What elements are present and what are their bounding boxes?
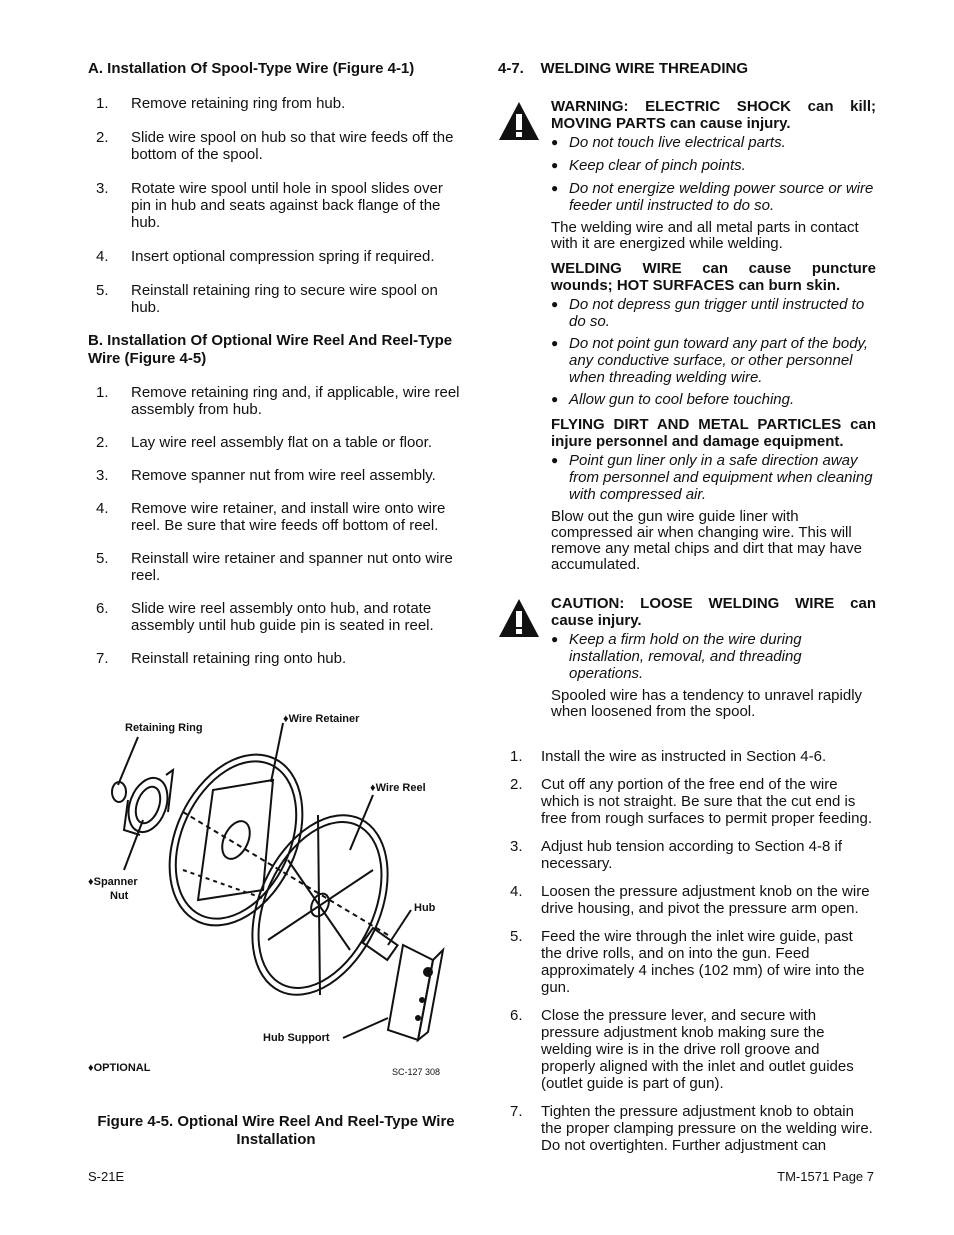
list-item — [88, 550, 464, 584]
step-number: 5. — [96, 550, 109, 567]
list-item — [88, 95, 464, 112]
figure-wire-reel — [88, 700, 458, 1090]
step-text: Slide wire spool on hub so that wire feeds off the bottom of the spool. — [131, 129, 454, 163]
dirt-bullets — [551, 452, 876, 503]
caution-bullets — [551, 631, 876, 682]
step-text: Adjust hub tension according to Section 4-8 if necessary. — [541, 838, 843, 872]
step-text: Rotate wire spool until hole in spool slides over pin in hub and seats against back flange of the hub. — [131, 180, 443, 231]
list-item — [88, 282, 464, 316]
section-4-7-heading: 4-7. WELDING WIRE THREADING — [498, 60, 749, 77]
step-number: 4. — [510, 883, 523, 900]
right-column — [498, 60, 876, 1154]
step-number: 2. — [96, 129, 109, 146]
step-number: 4. — [96, 248, 109, 265]
list-item — [498, 928, 876, 996]
label-optional: ♦OPTIONAL — [88, 1062, 151, 1074]
label-spanner: ♦Spanner — [88, 876, 138, 888]
figure-code: SC-127 308 — [392, 1067, 441, 1077]
list-item — [498, 748, 876, 765]
step-text: Lay wire reel assembly flat on a table or floor. — [131, 434, 432, 451]
paragraph: Spooled wire has a tendency to unravel rapidly when loosened from the spool. — [551, 687, 863, 720]
step-number: 1. — [96, 384, 109, 401]
footer-code: S-21E — [88, 1169, 125, 1184]
paragraph: The welding wire and all metal parts in contact with it are energized while welding. — [551, 219, 859, 252]
step-number: 1. — [96, 95, 109, 112]
list-item — [88, 500, 464, 534]
figure-caption: Figure 4-5. Optional Wire Reel And Reel-Type Wire Installation — [97, 1113, 455, 1148]
step-text: Insert optional compression spring if required. — [131, 248, 435, 265]
step-text: Remove wire retainer, and install wire onto wire reel. Be sure that wire feeds off bottom of reel. — [131, 500, 446, 534]
step-number: 7. — [96, 650, 109, 667]
warning-title: WARNING: ELECTRIC SHOCK can kill; MOVING PARTS can cause injury. — [551, 98, 876, 132]
list-item — [498, 838, 876, 872]
list-item — [498, 883, 876, 917]
step-text: Reinstall wire retainer and spanner nut onto wire reel. — [131, 550, 453, 584]
list-item: ● Do not energize welding power source or wire feeder until instructed to do so. — [551, 180, 876, 214]
list-item: ● Do not depress gun trigger until instructed to do so. — [551, 296, 876, 330]
step-text: Slide wire reel assembly onto hub, and rotate assembly until hub guide pin is seated in reel. — [131, 600, 434, 634]
step-text: Tighten the pressure adjustment knob to obtain the proper clamping pressure on the welding wire. Do not overtighten. Further adjustment can — [541, 1103, 873, 1154]
step-text: Remove retaining ring and, if applicable, wire reel assembly from hub. — [131, 384, 460, 418]
list-item — [88, 248, 464, 265]
page-number: TM-1571 Page 7 — [777, 1169, 874, 1184]
list-item: ● Do not touch live electrical parts. — [551, 134, 876, 151]
list-item — [88, 180, 464, 231]
step-number: 5. — [510, 928, 523, 945]
list-item — [498, 1103, 876, 1154]
section-b-steps — [88, 384, 464, 667]
step-number: 3. — [96, 467, 109, 484]
label-retaining-ring: Retaining Ring — [125, 722, 203, 734]
warning-hand-icon — [498, 100, 540, 142]
step-number: 5. — [96, 282, 109, 299]
dirt-title: FLYING DIRT AND METAL PARTICLES can injure personnel and damage equipment. — [551, 416, 876, 450]
list-item — [498, 776, 876, 827]
label-hub: Hub — [414, 902, 436, 914]
label-nut: Nut — [110, 890, 129, 902]
caution-title: CAUTION: LOOSE WELDING WIRE can cause injury. — [551, 595, 876, 629]
section-a-steps — [88, 95, 464, 316]
label-wire-reel: ♦Wire Reel — [370, 782, 426, 794]
step-text: Remove retaining ring from hub. — [131, 95, 346, 112]
warning-block — [498, 98, 876, 573]
step-number: 6. — [510, 1007, 523, 1024]
step-text: Feed the wire through the inlet wire guide, past the drive rolls, and on into the gun. Feed approximately 4 inches (102 mm) of wire into the gun. — [541, 928, 865, 996]
list-item: ● Point gun liner only in a safe direction away from personnel and equipment when cleaning with compressed air. — [551, 452, 876, 503]
step-number: 7. — [510, 1103, 523, 1120]
section-a-heading: A. Installation Of Spool-Type Wire (Figure 4-1) — [88, 60, 415, 77]
list-item: ● Keep a firm hold on the wire during installation, removal, and threading operations. — [551, 631, 876, 682]
step-text: Reinstall retaining ring onto hub. — [131, 650, 347, 667]
list-item — [88, 434, 464, 451]
warning-bullets — [551, 134, 876, 214]
label-wire-retainer: ♦Wire Retainer — [283, 713, 360, 725]
step-number: 4. — [96, 500, 109, 517]
list-item: ● Keep clear of pinch points. — [551, 157, 876, 174]
list-item — [88, 129, 464, 163]
step-number: 2. — [96, 434, 109, 451]
paragraph: Blow out the gun wire guide liner with compressed air when changing wire. This will remove any metal chips and dirt that may have accumulated. — [551, 508, 862, 573]
step-text: Remove spanner nut from wire reel assembly. — [131, 467, 436, 484]
step-number: 1. — [510, 748, 523, 765]
puncture-bullets — [551, 296, 876, 408]
left-column — [88, 60, 464, 667]
step-text: Install the wire as instructed in Section 4-6. — [541, 748, 827, 765]
caution-block — [498, 595, 876, 720]
step-text: Cut off any portion of the free end of the wire which is not straight. Be sure that the cut end is free from rough surfaces to permit proper feeding. — [541, 776, 872, 827]
step-text: Close the pressure lever, and secure with pressure adjustment knob making sure the welding wire is in the drive roll groove and properly aligned with the inlet and outlet guides (outlet guide is part of gun). — [541, 1007, 854, 1092]
puncture-title: WELDING WIRE can cause puncture wounds; HOT SURFACES can burn skin. — [551, 260, 876, 294]
step-text: Reinstall retaining ring to secure wire spool on hub. — [131, 282, 438, 316]
section-b-heading: B. Installation Of Optional Wire Reel And Reel-Type Wire (Figure 4-5) — [88, 332, 453, 367]
list-item — [88, 384, 464, 418]
list-item — [498, 1007, 876, 1092]
step-number: 2. — [510, 776, 523, 793]
caution-hand-icon — [498, 597, 540, 639]
list-item: ● Allow gun to cool before touching. — [551, 391, 876, 408]
step-text: Loosen the pressure adjustment knob on the wire drive housing, and pivot the pressure arm open. — [541, 883, 870, 917]
list-item — [88, 600, 464, 634]
list-item: ● Do not point gun toward any part of the body, any conductive surface, or other personnel when threading welding wire. — [551, 335, 876, 386]
step-number: 3. — [96, 180, 109, 197]
list-item — [88, 650, 464, 667]
threading-steps — [498, 748, 876, 1154]
label-hub-support: Hub Support — [263, 1032, 330, 1044]
step-number: 3. — [510, 838, 523, 855]
list-item — [88, 467, 464, 484]
step-number: 6. — [96, 600, 109, 617]
